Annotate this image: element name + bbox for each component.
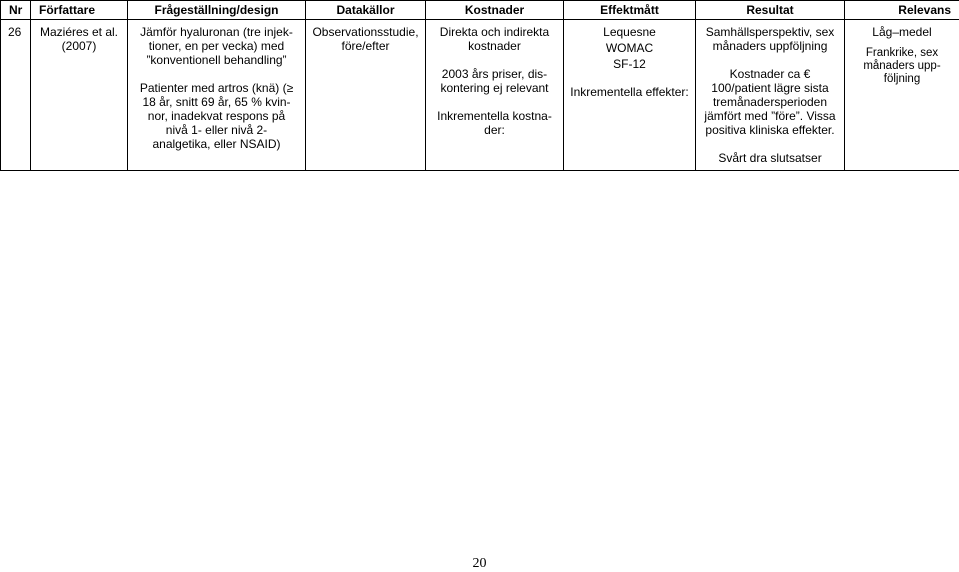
- header-effects: Effektmått: [564, 1, 696, 20]
- table-row: [1, 20, 959, 171]
- costs-type-text: Direkta och indirekta kostnader: [432, 25, 557, 53]
- cell-costs: [426, 20, 564, 171]
- header-costs: Kostnader: [426, 1, 564, 20]
- header-question-design: Frågeställning/design: [128, 1, 306, 20]
- effects-incremental-text: Inkrementella effekter:: [570, 85, 689, 99]
- header-datasources: Datakällor: [306, 1, 426, 20]
- results-conclusion-text: Svårt dra slutsatser: [702, 151, 838, 165]
- cell-results: [696, 20, 845, 171]
- population-text: Patienter med artros (knä) (≥ 18 år, snitt 69 år, 65 % kvin-nor, inadekvat respons på nivå 1- eller nivå 2-analgetika, eller NSAID): [138, 81, 295, 151]
- evidence-table: [0, 0, 959, 171]
- cell-question: [128, 20, 306, 171]
- author-value: Maziéres et al. (2007): [31, 20, 127, 53]
- effect-lequesne: Lequesne: [570, 25, 689, 39]
- header-relevance: Relevans: [845, 1, 959, 20]
- cell-effects: [564, 20, 696, 171]
- costs-incremental-text: Inkrementella kostna-der:: [432, 109, 557, 137]
- effect-womac: WOMAC: [570, 41, 689, 55]
- header-row: [1, 1, 959, 20]
- cell-nr: [1, 20, 31, 171]
- relevance-context: Frankrike, sex månaders upp-följning: [851, 47, 953, 86]
- page-number: 20: [0, 556, 959, 572]
- results-costs-text: Kostnader ca € 100/patient lägre sista tremånadersperioden jämfört med ”före”. Vissa positiva kliniska effekter.: [702, 67, 838, 137]
- header-author: Författare: [31, 1, 128, 20]
- nr-value: 26: [1, 20, 30, 39]
- relevance-level: Låg–medel: [851, 25, 953, 39]
- header-nr: Nr: [1, 1, 31, 20]
- datasources-value: Observationsstudie, före/efter: [306, 20, 425, 53]
- cell-author: [31, 20, 128, 171]
- effect-sf12: SF-12: [570, 57, 689, 71]
- header-results: Resultat: [696, 1, 845, 20]
- cell-datasources: [306, 20, 426, 171]
- costs-prices-text: 2003 års priser, dis-kontering ej relevant: [432, 67, 557, 95]
- results-perspective-text: Samhällsperspektiv, sex månaders uppföljning: [702, 25, 838, 53]
- cell-relevance: [845, 20, 959, 171]
- question-text: Jämför hyaluronan (tre injek-tioner, en per vecka) med ”konventionell behandling”: [138, 25, 295, 67]
